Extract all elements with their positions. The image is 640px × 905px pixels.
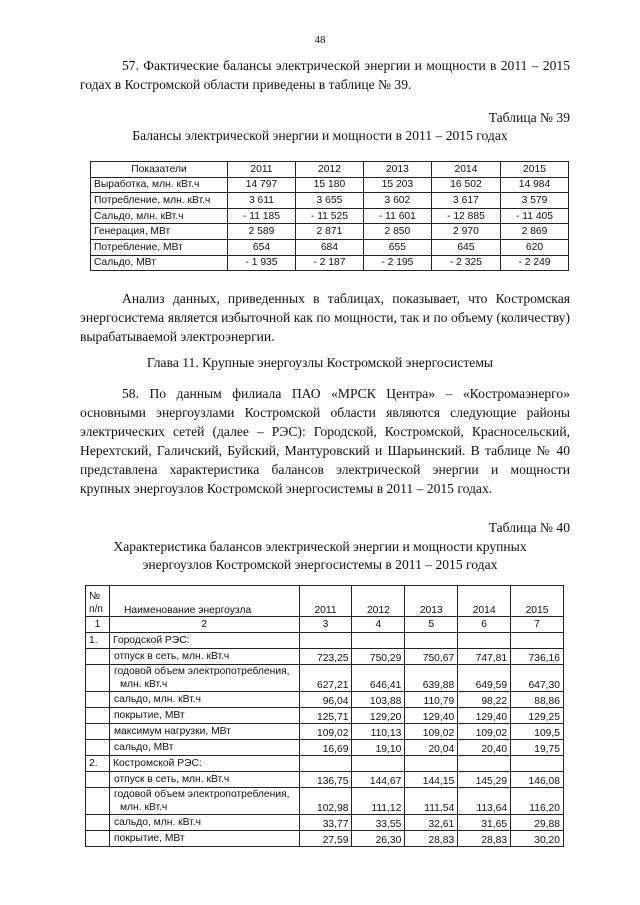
table-40-title-line1: Характеристика балансов электрической энергии и мощности крупных	[113, 539, 527, 554]
cell-value: 129,40	[405, 708, 458, 724]
group-row	[86, 633, 564, 649]
cell-value: - 2 249	[501, 255, 569, 271]
cell-value: 146,08	[511, 772, 564, 788]
cell-value: 125,71	[299, 708, 352, 724]
cell-value: 15 203	[363, 177, 431, 193]
row-label: Потребление, млн. кВт.ч	[91, 193, 228, 209]
header-cell: 2014	[458, 586, 511, 617]
cell-value: 109,5	[511, 724, 564, 740]
row-label: Сальдо, МВт	[91, 255, 228, 271]
table-39-label: Таблица № 39	[488, 110, 570, 125]
empty-cell	[299, 756, 352, 772]
cell-value: 129,40	[458, 708, 511, 724]
cell-value: - 11 525	[295, 208, 363, 224]
index-cell: 5	[405, 617, 458, 633]
empty-cell	[86, 772, 110, 788]
table-header-row	[86, 586, 564, 617]
row-label: сальдо, млн. кВт.ч	[109, 815, 299, 831]
header-cell: 2011	[299, 586, 352, 617]
index-cell: 3	[299, 617, 352, 633]
paragraph-57: 57. Фактические балансы электрической энергии и мощности в 2011 – 2015 годах в Костромской области приведены в таблице № 39.	[80, 58, 570, 92]
table-row	[86, 649, 564, 665]
empty-cell	[86, 692, 110, 708]
group-row	[86, 756, 564, 772]
cell-value: 736,16	[511, 649, 564, 665]
empty-cell	[299, 633, 352, 649]
row-label	[109, 665, 299, 692]
cell-value: 627,21	[299, 665, 352, 692]
header-cell: 2015	[501, 162, 569, 178]
cell-value: 747,81	[458, 649, 511, 665]
empty-cell	[86, 831, 110, 847]
index-cell: 4	[352, 617, 405, 633]
row-label: Потребление, МВт	[91, 239, 228, 255]
group-number: 2.	[86, 756, 110, 772]
cell-value: 19,75	[511, 740, 564, 756]
cell-value: 16,69	[299, 740, 352, 756]
cell-value: 3 617	[431, 193, 500, 209]
row-label: сальдо, МВт	[109, 740, 299, 756]
chapter-heading: Глава 11. Крупные энергоузлы Костромской энергосистемы	[146, 355, 494, 370]
index-cell: 1	[86, 617, 110, 633]
cell-value: 645	[431, 239, 500, 255]
cell-value: 3 602	[363, 193, 431, 209]
cell-value: 750,67	[405, 649, 458, 665]
empty-cell	[511, 756, 564, 772]
table-row	[86, 692, 564, 708]
empty-cell	[86, 665, 110, 692]
cell-value: - 11 405	[501, 208, 569, 224]
row-label-line2: млн. кВт.ч	[119, 802, 168, 813]
cell-value: 144,15	[405, 772, 458, 788]
empty-cell	[86, 788, 110, 815]
cell-value: - 2 187	[295, 255, 363, 271]
cell-value: 620	[501, 239, 569, 255]
header-number-line2: п/п	[89, 604, 104, 615]
cell-value: 109,02	[405, 724, 458, 740]
table-40-title-line2: энергоузлов Костромской энергосистемы в 2011 – 2015 годах	[142, 557, 498, 572]
table-row	[91, 255, 569, 271]
table-row	[86, 740, 564, 756]
header-number-line1: №	[89, 591, 101, 602]
header-cell: 2015	[511, 586, 564, 617]
cell-value: - 11 185	[228, 208, 296, 224]
empty-cell	[405, 633, 458, 649]
row-label: покрытие, МВт	[109, 831, 299, 847]
table-40-label: Таблица № 40	[488, 520, 570, 535]
row-label-line1: годовой объем электропотребления,	[113, 789, 290, 800]
cell-value: 639,88	[405, 665, 458, 692]
empty-cell	[352, 633, 405, 649]
table-row	[86, 724, 564, 740]
table-row	[91, 224, 569, 240]
row-label-line1: годовой объем электропотребления,	[113, 666, 290, 677]
table-row	[86, 772, 564, 788]
row-label: Выработка, млн. кВт.ч	[91, 177, 228, 193]
table-row	[91, 193, 569, 209]
table-row	[91, 239, 569, 255]
empty-cell	[511, 633, 564, 649]
cell-value: 646,41	[352, 665, 405, 692]
cell-value: - 2 325	[431, 255, 500, 271]
header-cell: 2014	[431, 162, 500, 178]
cell-value: 2 589	[228, 224, 296, 240]
cell-value: 111,54	[405, 788, 458, 815]
cell-value: 102,98	[299, 788, 352, 815]
cell-value: 20,40	[458, 740, 511, 756]
cell-value: 33,55	[352, 815, 405, 831]
row-label-line2: млн. кВт.ч	[119, 679, 168, 690]
cell-value: 136,75	[299, 772, 352, 788]
cell-value: 15 180	[295, 177, 363, 193]
cell-value: 16 502	[431, 177, 500, 193]
cell-value: 2 869	[501, 224, 569, 240]
cell-value: 110,79	[405, 692, 458, 708]
index-cell: 2	[109, 617, 299, 633]
cell-value: 654	[228, 239, 296, 255]
header-cell: 2013	[405, 586, 458, 617]
empty-cell	[458, 756, 511, 772]
table-40	[85, 585, 564, 847]
cell-value: 750,29	[352, 649, 405, 665]
cell-value: 14 797	[228, 177, 296, 193]
cell-value: 29,88	[511, 815, 564, 831]
cell-value: - 2 195	[363, 255, 431, 271]
empty-cell	[86, 740, 110, 756]
group-number: 1.	[86, 633, 110, 649]
cell-value: 19,10	[352, 740, 405, 756]
table-39-title: Балансы электрической энергии и мощности в 2011 – 2015 годах	[132, 128, 508, 143]
cell-value: 110,13	[352, 724, 405, 740]
cell-value: 3 579	[501, 193, 569, 209]
empty-cell	[458, 633, 511, 649]
cell-value: 30,20	[511, 831, 564, 847]
cell-value: 111,12	[352, 788, 405, 815]
analysis-paragraph: Анализ данных, приведенных в таблицах, показывает, что Костромская энергосистема является избыточной как по мощности, так и по объему (количеству) вырабатываемой электроэнергии.	[80, 291, 570, 344]
row-label: сальдо, млн. кВт.ч	[109, 692, 299, 708]
table-row	[86, 831, 564, 847]
empty-cell	[86, 724, 110, 740]
paragraph-58: 58. По данным филиала ПАО «МРСК Центра» – «Костромаэнерго» основными энергоузлами Костромской области являются следующие районы электрических сетей (далее – РЭС): Городской, Костромской, Красносельский, Нерехтский, Галичский, Буйский, Мантуровский и Шарьинский. В таблице № 40 представлена характеристика балансов электрической энергии и мощности крупных энергоузлов Костромской энергосистемы в 2011 – 2015 годах.	[80, 386, 570, 496]
table-row	[86, 708, 564, 724]
cell-value: 655	[363, 239, 431, 255]
cell-value: 28,83	[405, 831, 458, 847]
cell-value: 723,25	[299, 649, 352, 665]
cell-value: 113,64	[458, 788, 511, 815]
cell-value: - 12 885	[431, 208, 500, 224]
cell-value: 2 850	[363, 224, 431, 240]
cell-value: - 11 601	[363, 208, 431, 224]
table-row	[86, 815, 564, 831]
empty-cell	[86, 708, 110, 724]
header-cell: 2011	[228, 162, 296, 178]
cell-value: 88,86	[511, 692, 564, 708]
header-cell: 2012	[295, 162, 363, 178]
row-label: максимум нагрузки, МВт	[109, 724, 299, 740]
cell-value: 32,61	[405, 815, 458, 831]
cell-value: 129,25	[511, 708, 564, 724]
cell-value: 649,59	[458, 665, 511, 692]
group-name: Городской РЭС:	[109, 633, 299, 649]
index-cell: 6	[458, 617, 511, 633]
cell-value: 14 984	[501, 177, 569, 193]
cell-value: 27,59	[299, 831, 352, 847]
table-row	[86, 665, 564, 692]
cell-value: 109,02	[299, 724, 352, 740]
cell-value: 31,65	[458, 815, 511, 831]
group-name: Костромской РЭС:	[109, 756, 299, 772]
table-39	[90, 161, 569, 271]
row-label	[109, 788, 299, 815]
table-row	[91, 177, 569, 193]
header-cell: 2012	[352, 586, 405, 617]
row-label: Сальдо, млн. кВт.ч	[91, 208, 228, 224]
cell-value: 3 655	[295, 193, 363, 209]
empty-cell	[352, 756, 405, 772]
cell-value: 98,22	[458, 692, 511, 708]
cell-value: 144,67	[352, 772, 405, 788]
index-cell: 7	[511, 617, 564, 633]
empty-cell	[86, 649, 110, 665]
cell-value: 2 970	[431, 224, 500, 240]
empty-cell	[86, 815, 110, 831]
row-label: отпуск в сеть, млн. кВт.ч	[109, 649, 299, 665]
table-row	[86, 788, 564, 815]
row-label: Генерация, МВт	[91, 224, 228, 240]
header-cell: Показатели	[91, 162, 228, 178]
row-label: отпуск в сеть, млн. кВт.ч	[109, 772, 299, 788]
header-cell-number	[86, 586, 110, 617]
cell-value: 96,04	[299, 692, 352, 708]
cell-value: 684	[295, 239, 363, 255]
header-cell-name: Наименование энергоузла	[109, 586, 299, 617]
table-row	[91, 208, 569, 224]
cell-value: 33,77	[299, 815, 352, 831]
cell-value: 116,20	[511, 788, 564, 815]
cell-value: 129,20	[352, 708, 405, 724]
cell-value: 103,88	[352, 692, 405, 708]
cell-value: 26,30	[352, 831, 405, 847]
cell-value: 3 611	[228, 193, 296, 209]
header-cell: 2013	[363, 162, 431, 178]
cell-value: 28,83	[458, 831, 511, 847]
cell-value: 145,29	[458, 772, 511, 788]
cell-value: - 1 935	[228, 255, 296, 271]
page-number: 48	[314, 34, 326, 46]
cell-value: 2 871	[295, 224, 363, 240]
index-row	[86, 617, 564, 633]
cell-value: 20,04	[405, 740, 458, 756]
empty-cell	[405, 756, 458, 772]
row-label: покрытие, МВт	[109, 708, 299, 724]
cell-value: 647,30	[511, 665, 564, 692]
table-header-row	[91, 162, 569, 178]
cell-value: 109,02	[458, 724, 511, 740]
